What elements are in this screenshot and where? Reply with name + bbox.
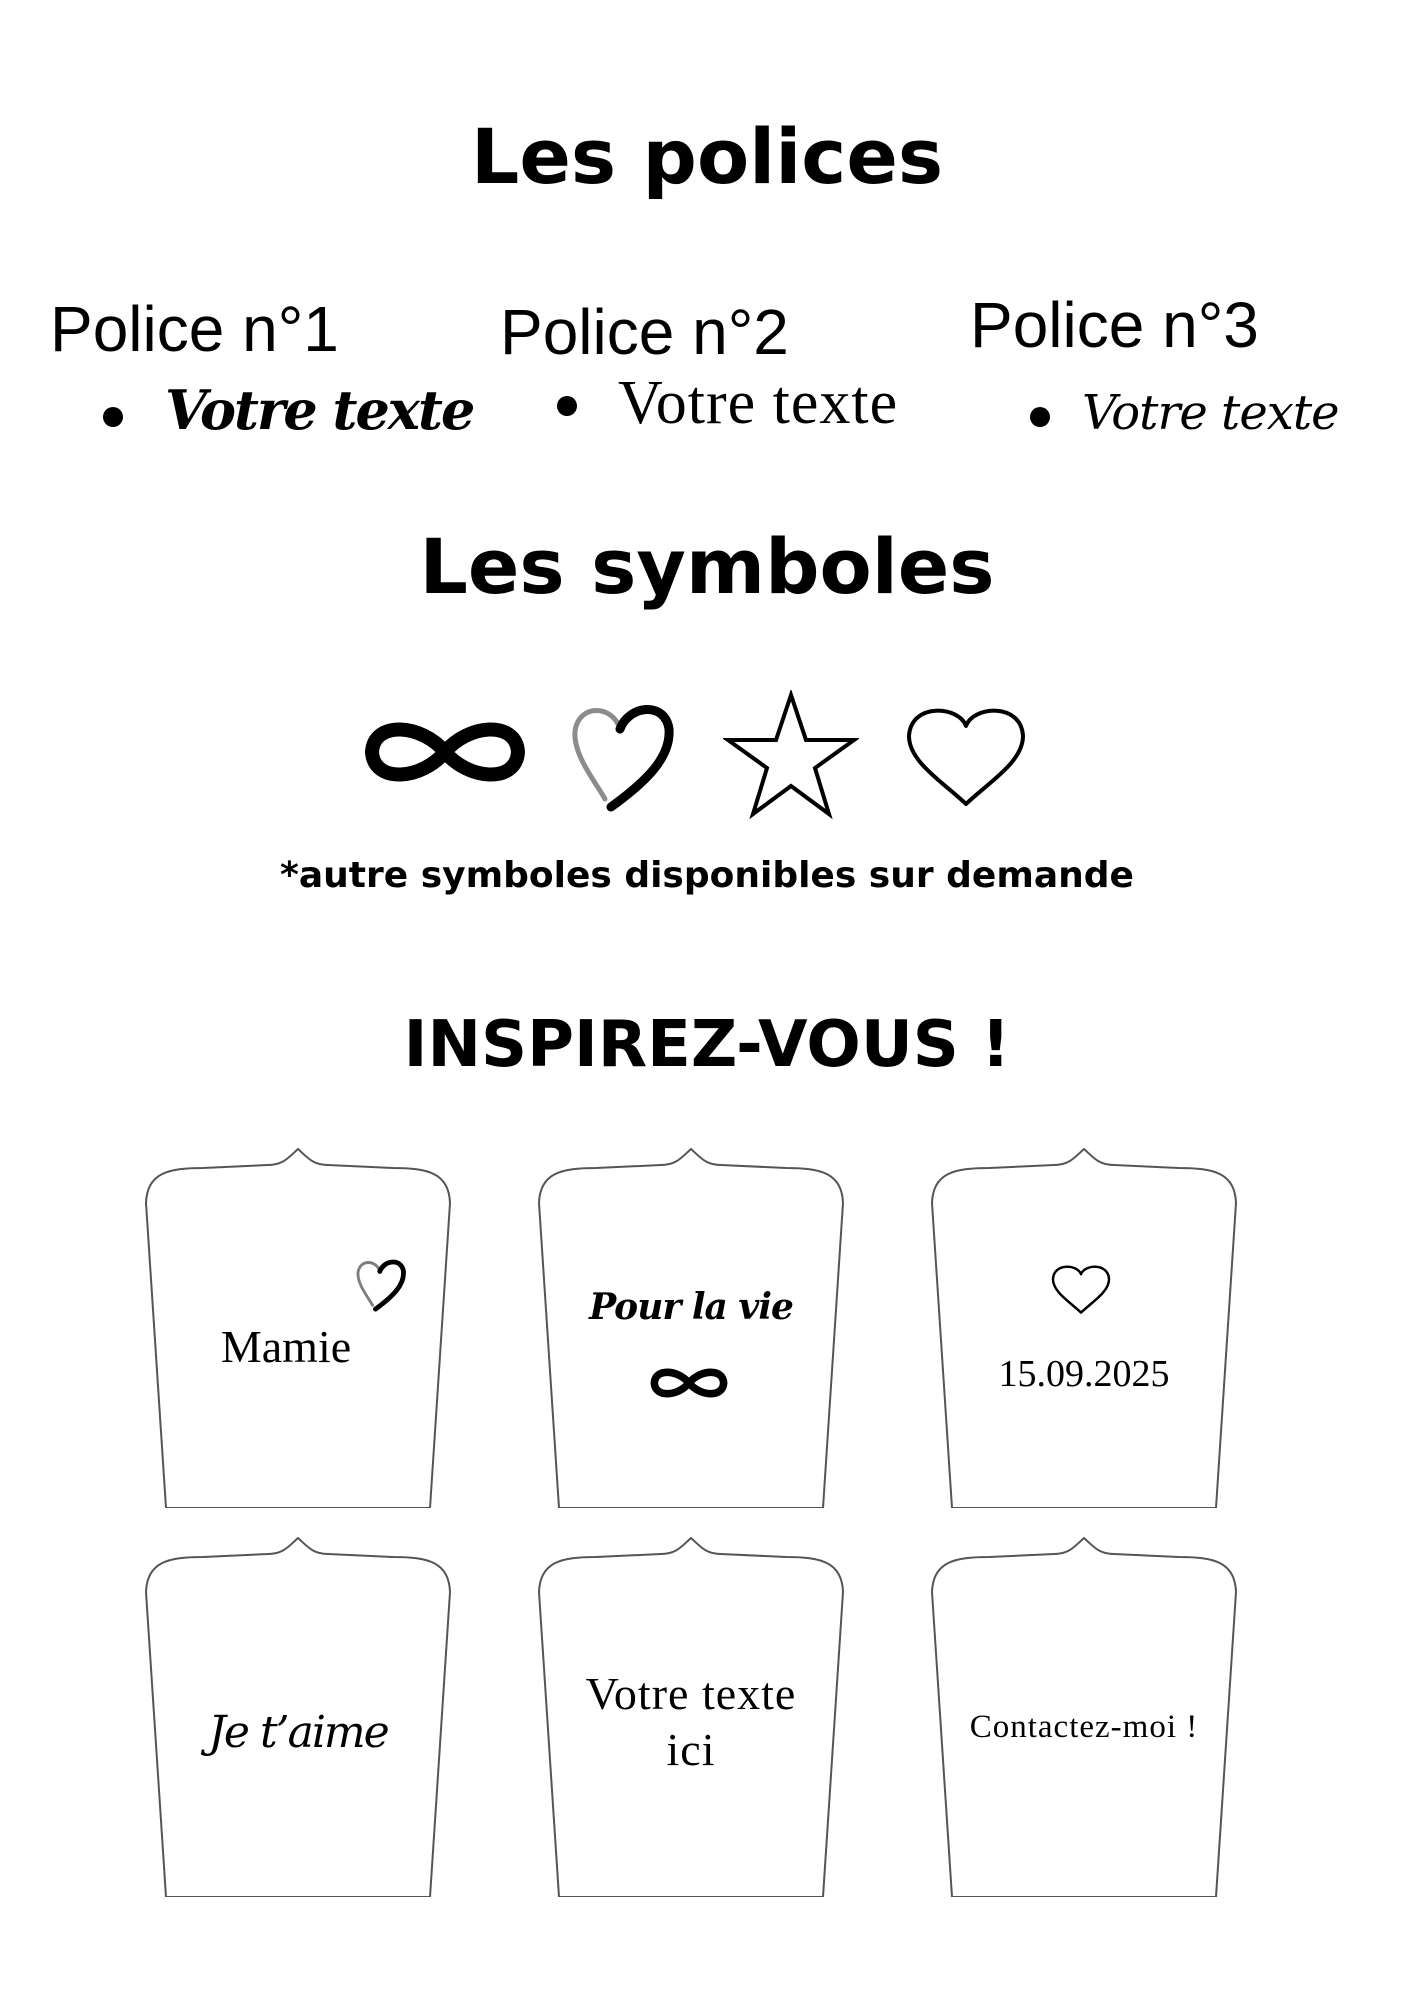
star-icon: [723, 690, 859, 820]
font-2-bullet: [557, 396, 577, 416]
example-card-votre-texte: [536, 1537, 846, 1897]
heart-icon: [903, 700, 1029, 808]
card-text: Pour la vie: [589, 1286, 793, 1328]
fonts-section-title: Les polices: [470, 112, 944, 201]
card-outline: [536, 1148, 846, 1508]
font-1-sample: Votre texte: [165, 378, 474, 442]
font-3-sample: Votre texte: [1082, 385, 1339, 441]
example-card-pour-la-vie: [536, 1148, 846, 1508]
symbols-note: *autre symboles disponibles sur demande: [280, 855, 1134, 896]
card-text: Je t’aime: [208, 1707, 388, 1758]
brush-heart-icon: [565, 695, 680, 815]
card-text-line-1: Votre texte: [585, 1668, 797, 1719]
example-card-je-taime: [143, 1537, 453, 1897]
card-text: Mamie: [220, 1321, 352, 1372]
infinity-icon: [648, 1364, 730, 1402]
brush-heart-icon: [353, 1255, 409, 1313]
font-2-sample: Votre texte: [618, 369, 899, 437]
example-card-contact: [929, 1537, 1239, 1897]
heart-icon: [1050, 1261, 1112, 1315]
font-3-bullet: [1030, 407, 1050, 427]
inspiration-section-title: INSPIREZ-VOUS !: [403, 1008, 1011, 1082]
card-outline: [929, 1148, 1239, 1508]
symbols-section-title: Les symboles: [419, 522, 995, 611]
font-1-label: Police n°1: [50, 293, 339, 365]
font-2-label: Police n°2: [500, 296, 789, 368]
example-card-date: [929, 1148, 1239, 1508]
card-text-line-2: ici: [666, 1724, 716, 1775]
example-card-mamie: [143, 1148, 453, 1508]
font-3-label: Police n°3: [970, 289, 1259, 361]
card-text: Contactez-moi !: [969, 1709, 1199, 1745]
infinity-icon: [360, 712, 530, 792]
font-1-bullet: [103, 407, 123, 427]
card-text: 15.09.2025: [998, 1353, 1170, 1395]
